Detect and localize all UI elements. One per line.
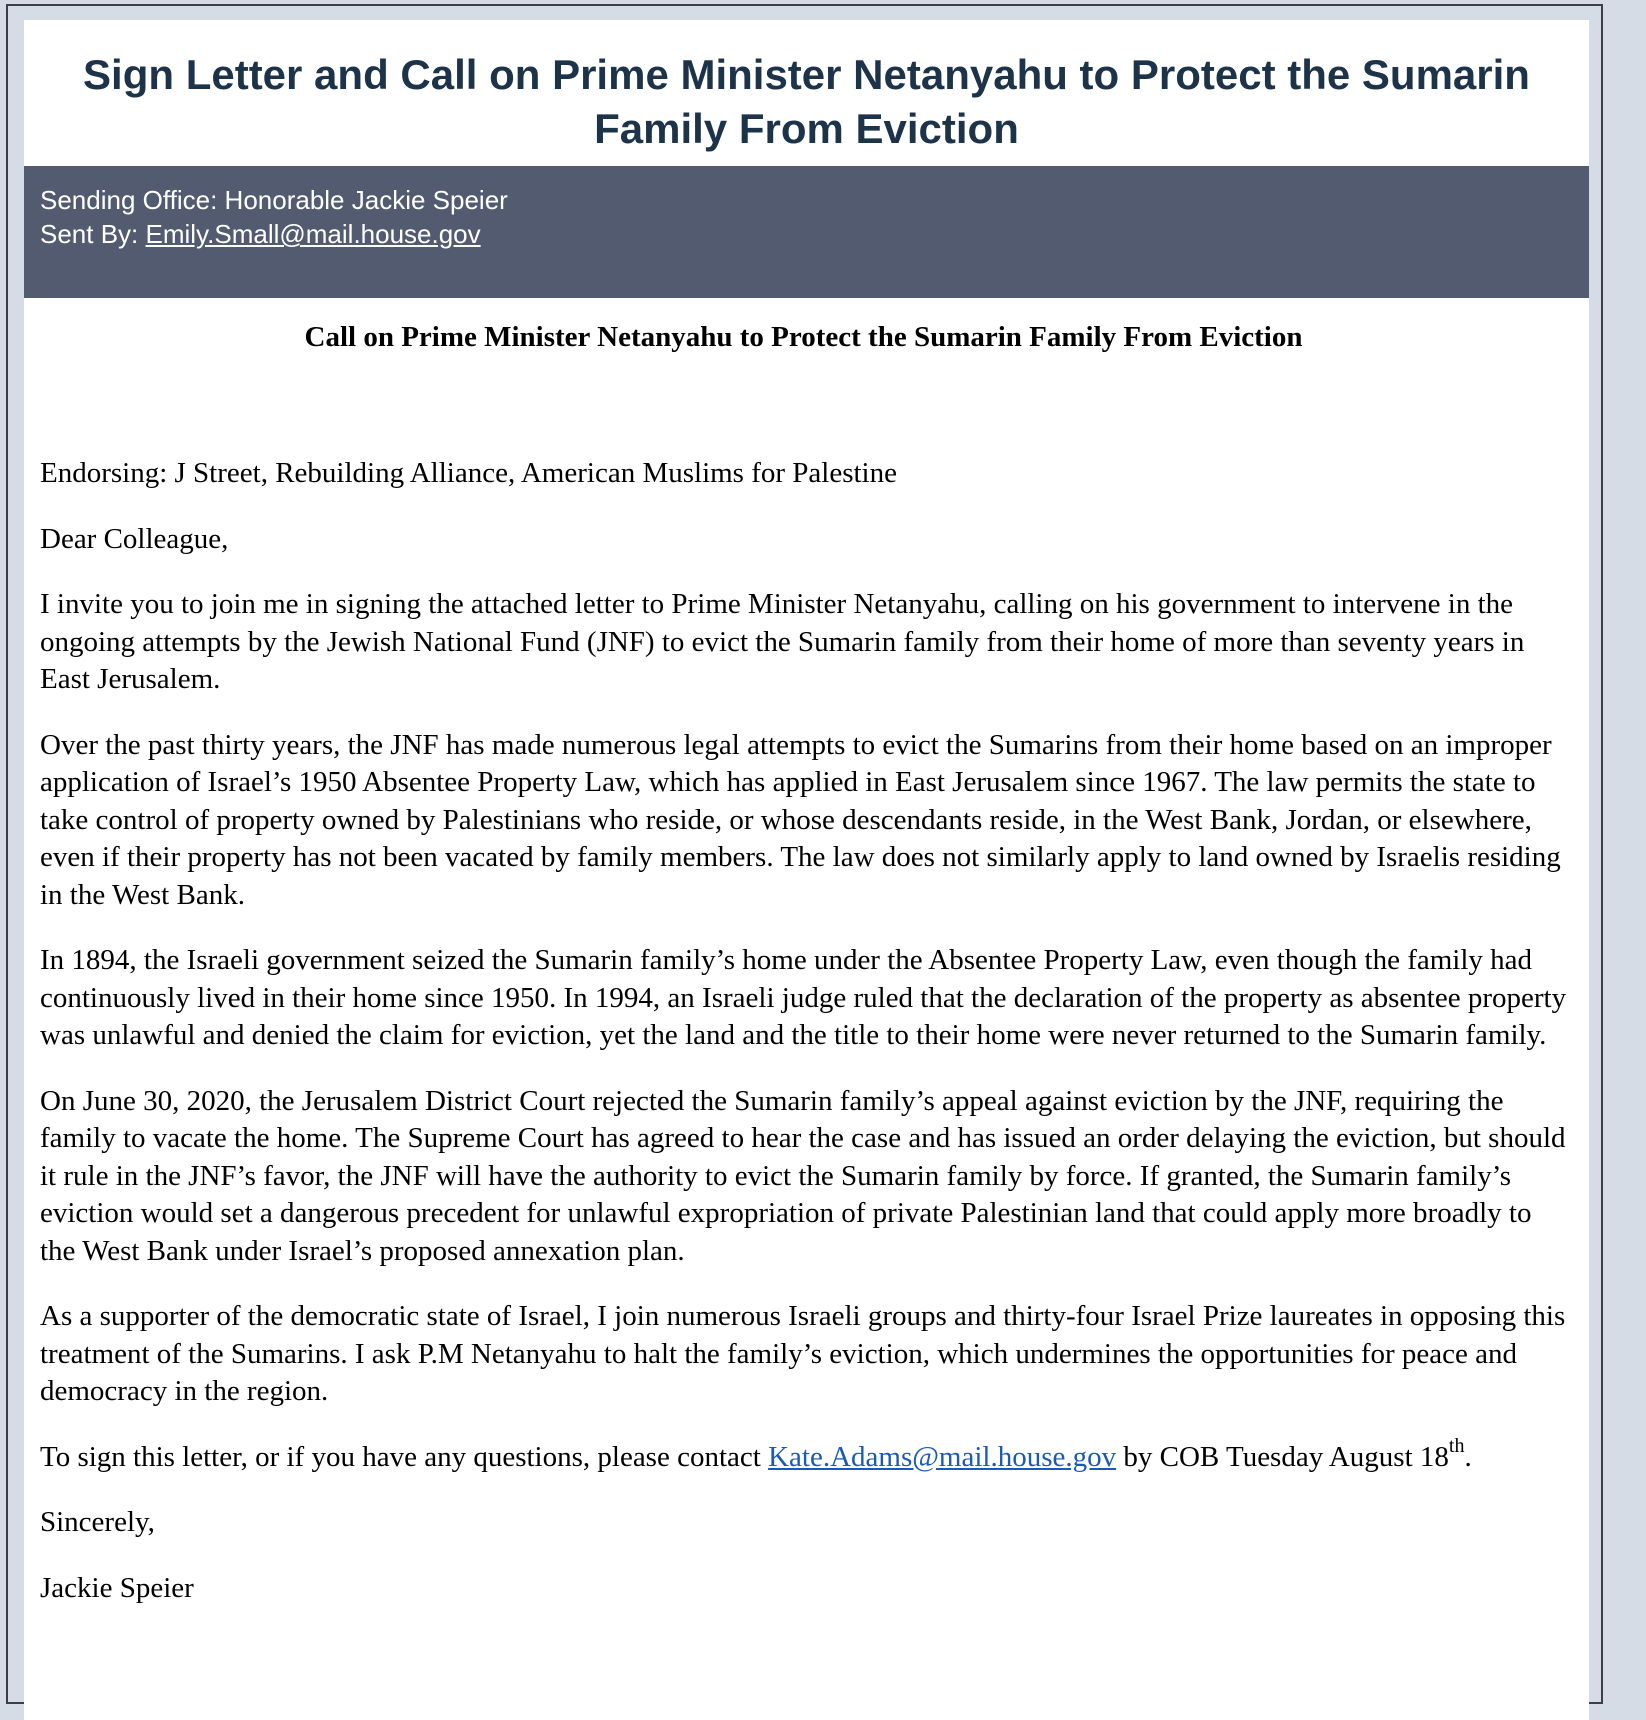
paragraph-seizure: In 1894, the Israeli government seized the Sumarin family’s home under the Absentee Property Law, even though the family had continuously lived in their home since 1950. In 1994, an Israeli judge ruled that the declaration of the property as absentee property was unlawful and denied the claim for eviction, yet the land and the title to their home were never returned to the Sumarin family.	[40, 944, 1567, 1051]
paragraph-support: As a supporter of the democratic state of Israel, I join numerous Israeli groups and thirty-four Israel Prize laureates in opposing this treatment of the Sumarins. I ask P.M Netanyahu to halt the family’s eviction, which undermines the opportunities for peace and democracy in the region.	[40, 1300, 1566, 1407]
sent-by-email-link[interactable]: Emily.Small@mail.house.gov	[145, 219, 481, 249]
contact-text-after: by COB Tuesday August 18	[1116, 1440, 1449, 1473]
letter-body	[24, 317, 1589, 1607]
paragraph-court: On June 30, 2020, the Jerusalem District Court rejected the Sumarin family’s appeal against eviction by the JNF, requiring the family to vacate the home. The Supreme Court has agreed to hear the case and has issued an order delaying the eviction, but should it rule in the JNF’s favor, the JNF will have the authority to evict the Sumarin family by force. If granted, the Sumarin family’s eviction would set a dangerous precedent for unlawful expropriation of private Palestinian land that could apply more broadly to the West Bank under Israel’s proposed annexation plan.	[40, 1084, 1566, 1267]
contact-email-link[interactable]: Kate.Adams@mail.house.gov	[768, 1440, 1117, 1473]
contact-text-end: .	[1464, 1440, 1472, 1473]
window-frame	[6, 4, 1603, 1704]
sending-office-value: Honorable Jackie Speier	[224, 185, 508, 215]
sender-info-bar	[24, 166, 1589, 298]
paragraph-history: Over the past thirty years, the JNF has made numerous legal attempts to evict the Sumarins from their home based on an improper application of Israel’s 1950 Absentee Property Law, which has applied in East Jerusalem since 1967. The law permits the state to take control of property owned by Palestinians who reside, or whose descendants reside, in the West Bank, Jordan, or elsewhere, even if their property has not been vacated by family members. The law does not similarly apply to land owned by Israelis residing in the West Bank.	[40, 728, 1561, 911]
greeting: Dear Colleague,	[40, 522, 229, 555]
contact-paragraph	[40, 1434, 1567, 1477]
sending-office-line	[40, 183, 1573, 217]
sent-by-label: Sent By:	[40, 219, 139, 249]
endorsing-line: Endorsing: J Street, Rebuilding Alliance, American Muslims for Palestine	[40, 457, 897, 489]
date-superscript: th	[1448, 1434, 1465, 1457]
sent-by-line	[40, 217, 1573, 251]
page-title: Sign Letter and Call on Prime Minister Netanyahu to Protect the Sumarin Family From Eviction	[83, 51, 1530, 152]
contact-text-before: To sign this letter, or if you have any questions, please contact	[40, 1440, 769, 1473]
paragraph-invite: I invite you to join me in signing the attached letter to Prime Minister Netanyahu, calling on his government to intervene in the ongoing attempts by the Jewish National Fund (JNF) to evict the Sumarin family from their home of more than seventy years in East Jerusalem.	[40, 588, 1525, 695]
closing: Sincerely,	[40, 1506, 155, 1538]
email-body	[24, 20, 1589, 1720]
signature: Jackie Speier	[40, 1571, 194, 1604]
sending-office-label: Sending Office:	[40, 185, 218, 215]
letter-title: Call on Prime Minister Netanyahu to Protect the Sumarin Family From Eviction	[304, 321, 1303, 353]
